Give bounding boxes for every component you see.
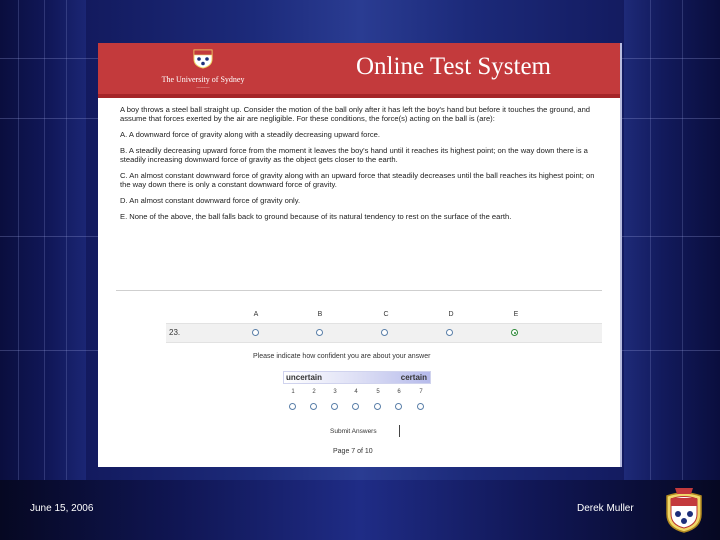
confidence-level-label: 5 [376, 389, 380, 395]
answer-row [166, 323, 602, 343]
divider [116, 290, 602, 291]
university-name: The University of Sydney [161, 75, 245, 84]
footer-author: Derek Muller [577, 503, 634, 514]
choice-header-a: A [253, 311, 259, 318]
background-grid-line [66, 0, 67, 540]
scale-high-label: certain [400, 373, 427, 382]
option-c-text: C. An almost constant downward force of gravity along with an upward force that steadily decreases until the ball reaches its highest point; on the way down there is only a constant downward force of gravity. [120, 170, 595, 189]
confidence-level-label: 4 [354, 389, 358, 395]
confidence-level-label: 3 [333, 389, 337, 395]
radio-confidence-4[interactable] [352, 403, 359, 410]
university-logo [158, 47, 248, 90]
university-crest-icon [661, 486, 707, 534]
radio-choice-c[interactable] [381, 329, 388, 336]
text-cursor [399, 425, 400, 437]
background-grid-line [44, 0, 45, 540]
radio-choice-b[interactable] [316, 329, 323, 336]
radio-choice-e-selected[interactable] [511, 329, 518, 336]
confidence-prompt: Please indicate how confident you are about your answer [253, 353, 431, 360]
confidence-level-label: 7 [419, 389, 423, 395]
question-text [120, 105, 598, 227]
confidence-level-label: 2 [312, 389, 316, 395]
option-b-text: B. A steadily decreasing upward force from the moment it leaves the boy's hand until it reaches its highest point; on the way down there is a steadily increasing downward force of gravity as the object gets closer to the earth. [120, 145, 588, 164]
radio-confidence-3[interactable] [331, 403, 338, 410]
page-indicator: Page 7 of 10 [333, 448, 373, 455]
radio-confidence-7[interactable] [417, 403, 424, 410]
radio-confidence-5[interactable] [374, 403, 381, 410]
choice-header-d: D [448, 311, 454, 318]
option-d-text: D. An almost constant downward force of gravity only. [120, 195, 301, 205]
page-title: Online Test System [356, 53, 552, 80]
option-a-text: A. A downward force of gravity along with a steadily decreasing upward force. [120, 130, 381, 139]
option-e-text: E. None of the above, the ball falls back to ground because of its natural tendency to rest on the surface of the earth. [120, 211, 512, 221]
scale-low-label: uncertain [286, 373, 323, 382]
submit-answers-button[interactable]: Submit Answers [330, 428, 377, 435]
choice-header-e: E [513, 311, 519, 318]
radio-confidence-6[interactable] [395, 403, 402, 410]
background-grid-line [650, 0, 651, 540]
choice-header-c: C [383, 311, 389, 318]
confidence-scale-bar [283, 371, 431, 384]
radio-confidence-1[interactable] [289, 403, 296, 410]
question-number: 23. [169, 328, 181, 337]
header-banner [98, 43, 620, 98]
radio-choice-d[interactable] [446, 329, 453, 336]
background-left-panel [0, 0, 86, 540]
confidence-level-label: 1 [291, 389, 295, 395]
choice-header-b: B [317, 311, 323, 318]
radio-choice-a[interactable] [252, 329, 259, 336]
radio-confidence-2[interactable] [310, 403, 317, 410]
background-grid-line [18, 0, 19, 540]
university-tagline-mark: ~~~~~~ [196, 85, 210, 90]
confidence-level-label: 6 [397, 389, 401, 395]
background-right-panel [624, 0, 720, 540]
crest-icon [192, 47, 214, 69]
footer-date: June 15, 2006 [30, 503, 94, 514]
background-grid-line [682, 0, 683, 540]
question-stem: A boy throws a steel ball straight up. Consider the motion of the ball only after it has left the boy's hand but before it touches the ground, and assume that forces exerted by the air are negligible. For these conditions, the force(s) acting on the ball is (are): [120, 105, 591, 124]
online-test-slide [98, 43, 622, 467]
